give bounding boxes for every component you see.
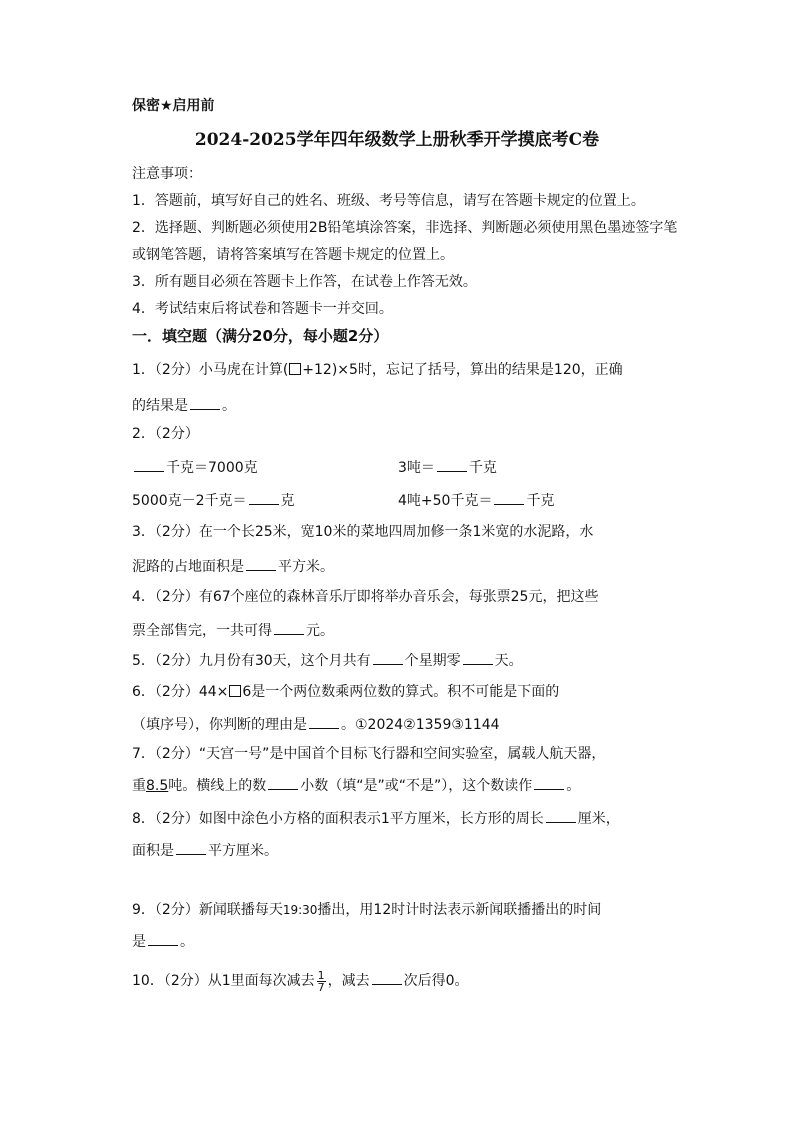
- question-3-cont: [132, 556, 334, 577]
- answer-blank[interactable]: [372, 970, 402, 985]
- question-6: [132, 682, 559, 702]
- answer-blank[interactable]: [534, 775, 564, 790]
- answer-blank[interactable]: [274, 620, 304, 635]
- answer-blank[interactable]: [373, 650, 403, 665]
- note-item: 4．考试结束后将试卷和答题卡一并交回。: [132, 301, 393, 317]
- answer-blank[interactable]: [148, 931, 178, 946]
- q2-r1a: 千克＝7000克: [166, 460, 258, 476]
- question-9: [132, 900, 601, 920]
- q6-text-b: 6是一个两位数乘两位数的算式。积不可能是下面的: [242, 684, 560, 700]
- question-3: 3．（2分）在一个长25米，宽10米的菜地四周加修一条1米宽的水泥路，水: [132, 524, 594, 540]
- box-placeholder-icon: [289, 363, 301, 375]
- question-7: 7．（2分）“天宫一号”是中国首个目标飞行器和空间实验室，属载人航天器，: [132, 746, 606, 762]
- q1-text-d: 。: [222, 398, 236, 414]
- q1-text-a: 1．（2分）小马虎在计算(: [132, 362, 289, 378]
- q2-r1c: 千克: [468, 460, 497, 476]
- q9-text-c: 是: [132, 934, 146, 950]
- question-4-cont: [132, 620, 334, 641]
- q9-text-a: 9．（2分）新闻联播每天: [132, 902, 283, 918]
- q8-text-c: 面积是: [132, 843, 174, 859]
- q8-text-a: 8．（2分）如图中涂色小方格的面积表示1平方厘米，长方形的周长: [132, 811, 544, 827]
- q7-text-d: 小数（填“是”或“不是”），这个数读作: [300, 778, 533, 794]
- answer-blank[interactable]: [463, 650, 493, 665]
- fraction-denominator: 7: [317, 980, 325, 994]
- answer-blank[interactable]: [249, 490, 279, 505]
- question-8-cont: [132, 840, 278, 861]
- underlined-number: 8.5: [146, 778, 169, 794]
- answer-blank[interactable]: [268, 775, 298, 790]
- q5-text-c: 天。: [494, 653, 523, 669]
- question-9-cont: [132, 931, 194, 952]
- q8-text-d: 平方厘米。: [208, 843, 278, 859]
- question-2-row2-left: [132, 490, 295, 511]
- q2-r2b: 克: [280, 493, 295, 509]
- answer-blank[interactable]: [176, 840, 206, 855]
- q10-text-c: 次后得0。: [403, 973, 469, 989]
- q9-text-d: 。: [180, 934, 194, 950]
- question-7-cont: [132, 775, 580, 796]
- answer-blank[interactable]: [134, 457, 164, 472]
- q2-r2d: 千克: [526, 493, 555, 509]
- answer-blank[interactable]: [546, 808, 576, 823]
- q7-text-c: 吨。横线上的数: [168, 778, 267, 794]
- page-title: 2024-2025学年四年级数学上册秋季开学摸底考C卷: [194, 130, 600, 150]
- answer-blank[interactable]: [190, 395, 220, 410]
- note-item: 或钢笔答题，请将答案填写在答题卡规定的位置上。: [132, 247, 454, 263]
- q2-r2c: 4吨+50千克＝: [398, 493, 493, 509]
- q6-text-a: 6．（2分）44×: [132, 684, 229, 700]
- answer-blank[interactable]: [437, 457, 467, 472]
- q4-text-b: 票全部售完，一共可得: [132, 623, 272, 639]
- q2-r1b: 3吨＝: [398, 460, 435, 476]
- question-2-row2-right: [398, 490, 554, 511]
- notes-heading: 注意事项：: [132, 166, 202, 182]
- question-6-cont: [132, 714, 500, 735]
- answer-blank[interactable]: [309, 714, 339, 729]
- q5-text-b: 个星期零: [404, 653, 461, 669]
- q3-text-b: 泥路的占地面积是: [132, 559, 244, 575]
- q8-text-b: 厘米，: [577, 811, 620, 827]
- q5-text-a: 5．（2分）九月份有30天，这个月共有: [132, 653, 371, 669]
- box-placeholder-icon: [229, 685, 241, 697]
- q6-text-d: 。①2024②1359③1144: [341, 717, 500, 733]
- q4-text-c: 元。: [306, 623, 334, 639]
- q7-text-b: 重: [132, 778, 146, 794]
- q10-text-a: 10．（2分）从1里面每次减去: [132, 973, 315, 989]
- q3-text-c: 平方米。: [278, 559, 334, 575]
- answer-blank[interactable]: [494, 490, 524, 505]
- question-4: 4．（2分）有67个座位的森林音乐厅即将举办音乐会，每张票25元，把这些: [132, 589, 599, 605]
- confidential-label: 保密★启用前: [132, 98, 215, 114]
- q1-text-c: 的结果是: [132, 398, 188, 414]
- fraction: [317, 970, 326, 993]
- fraction-numerator: 1: [317, 968, 325, 982]
- question-2: 2．（2分）: [132, 426, 199, 442]
- q2-r2a: 5000克－2千克＝: [132, 493, 247, 509]
- q6-text-c: （填序号），你判断的理由是: [132, 717, 307, 733]
- question-8: [132, 808, 620, 829]
- section-heading: 一．填空题（满分20分，每小题2分）: [132, 327, 389, 345]
- question-10: [132, 968, 469, 994]
- note-item: 3．所有题目必须在答题卡上作答，在试卷上作答无效。: [132, 274, 477, 290]
- q1-text-b: +12)×5时，忘记了括号，算出的结果是120，正确: [302, 362, 623, 378]
- q7-text-e: 。: [566, 778, 581, 794]
- question-2-row1-right: [398, 457, 497, 478]
- q9-text-b: 播出，用12时计时法表示新闻联播播出的时间: [317, 902, 602, 918]
- question-5: [132, 650, 523, 671]
- question-2-row1-left: [132, 457, 258, 478]
- q10-text-b: ，减去: [327, 973, 370, 989]
- note-item: 1．答题前，填写好自己的姓名、班级、考号等信息，请写在答题卡规定的位置上。: [132, 193, 645, 209]
- note-item: 2．选择题、判断题必须使用2B铅笔填涂答案，非选择、判断题必须使用黑色墨迹签字笔: [132, 220, 678, 236]
- answer-blank[interactable]: [246, 556, 276, 571]
- question-1: [132, 360, 623, 380]
- question-1-cont: [132, 395, 236, 416]
- broadcast-time: 19:30: [282, 903, 318, 917]
